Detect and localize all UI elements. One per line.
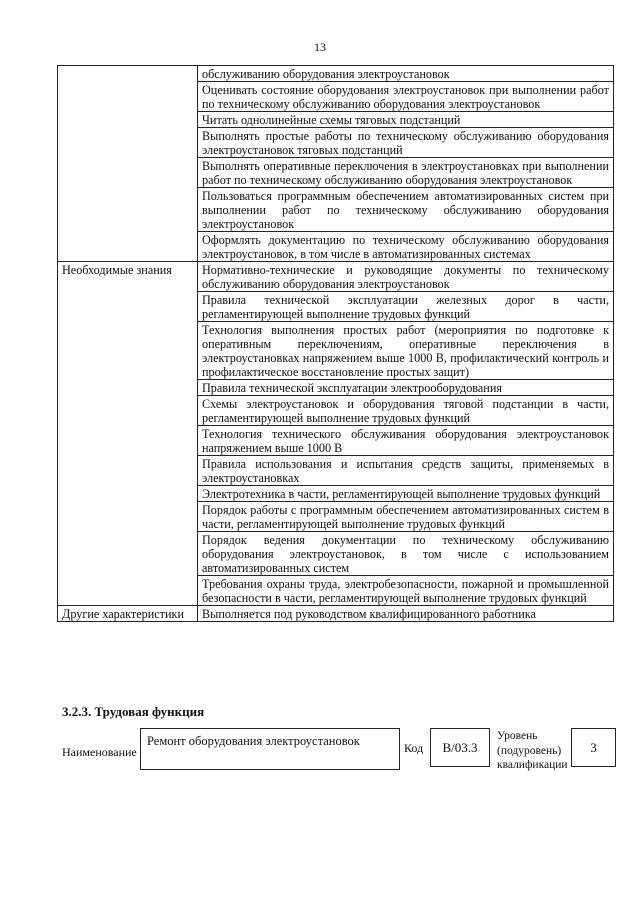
requirement-cell: Правила технической эксплуатации электрооборудования bbox=[198, 380, 614, 396]
requirement-cell: Требования охраны труда, электробезопасности, пожарной и промышленной безопасности в части, регламентирующей выполнение трудовых функций bbox=[198, 576, 614, 606]
name-value: Ремонт оборудования электроустановок bbox=[147, 734, 360, 748]
requirement-cell: Электротехника в части, регламентирующей выполнение трудовых функций bbox=[198, 486, 614, 502]
page-number: 13 bbox=[314, 40, 326, 54]
requirement-cell: Порядок работы с программным обеспечением автоматизированных систем в части, регламентирующей выполнение трудовых функций bbox=[198, 502, 614, 532]
code-value: В/03.3 bbox=[442, 740, 478, 755]
requirements-table bbox=[57, 65, 614, 622]
level-label-line: (подуровень) bbox=[497, 744, 562, 757]
code-value-box bbox=[430, 728, 490, 767]
table-row bbox=[58, 66, 614, 82]
requirement-cell: Технология выполнения простых работ (мероприятия по подготовке к оперативным переключениям, оперативные переключения в электроустановках напряжением выше 1000 В, профилактический контроль и профилактическое восстановление простых защит) bbox=[198, 322, 614, 380]
requirement-cell: обслуживанию оборудования электроустановок bbox=[198, 66, 614, 82]
level-value: 3 bbox=[590, 740, 597, 755]
table-row bbox=[58, 606, 614, 622]
name-value-box bbox=[140, 728, 400, 770]
requirement-cell: Выполнять простые работы по техническому обслуживанию оборудования электроустановок тяговых подстанций bbox=[198, 128, 614, 158]
table-row bbox=[58, 262, 614, 292]
level-label-line: Уровень bbox=[497, 730, 538, 742]
requirement-cell: Нормативно-технические и руководящие документы по техническому обслуживанию оборудования электроустановок bbox=[198, 262, 614, 292]
level-label bbox=[497, 729, 568, 773]
requirement-cell: Порядок ведения документации по техническому обслуживанию оборудования электроустановок, в том числе с использованием автоматизированных систем bbox=[198, 532, 614, 576]
section-title: 3.2.3. Трудовая функция bbox=[62, 704, 205, 719]
requirement-cell: Технология технического обслуживания оборудования электроустановок напряжением выше 1000 В bbox=[198, 426, 614, 456]
requirement-cell: Правила использования и испытания средств защиты, применяемых в электроустановках bbox=[198, 456, 614, 486]
category-label-cell: Необходимые знания bbox=[58, 262, 198, 606]
requirement-cell: Пользоваться программным обеспечением автоматизированных систем при выполнении работ по техническому обслуживанию оборудования электроустановок bbox=[198, 188, 614, 232]
code-label: Код bbox=[404, 741, 424, 755]
level-label-line: квалификации bbox=[497, 759, 568, 771]
requirement-cell: Оценивать состояние оборудования электроустановок при выполнении работ по техническому обслуживанию оборудования электроустановок bbox=[198, 82, 614, 112]
category-label-cell bbox=[58, 66, 198, 262]
category-label-cell: Другие характеристики bbox=[58, 606, 198, 622]
level-value-box bbox=[571, 728, 616, 767]
requirement-cell: Правила технической эксплуатации железных дорог в части, регламентирующей выполнение трудовых функций bbox=[198, 292, 614, 322]
name-label: Наименование bbox=[62, 745, 137, 759]
requirement-cell: Выполняется под руководством квалифицированного работника bbox=[198, 606, 614, 622]
requirement-cell: Выполнять оперативные переключения в электроустановках при выполнении работ по техническому обслуживанию оборудования электроустановок bbox=[198, 158, 614, 188]
requirement-cell: Оформлять документацию по техническому обслуживанию оборудования электроустановок, в том числе в автоматизированных системах bbox=[198, 232, 614, 262]
requirement-cell: Читать однолинейные схемы тяговых подстанций bbox=[198, 112, 614, 128]
requirement-cell: Схемы электроустановок и оборудования тяговой подстанции в части, регламентирующей выполнение трудовых функций bbox=[198, 396, 614, 426]
